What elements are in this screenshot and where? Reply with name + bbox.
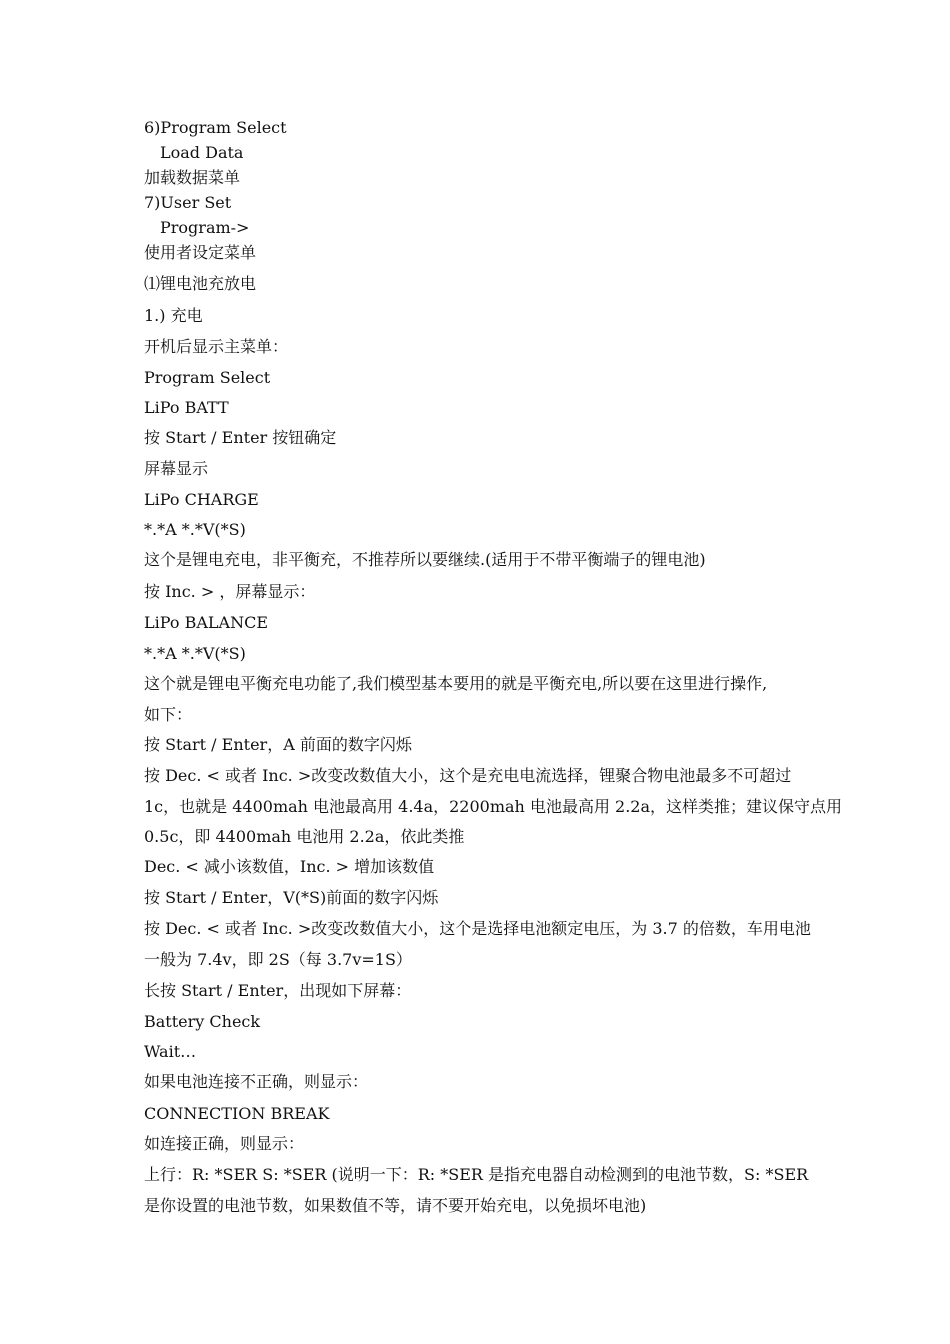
text-line: 是你设置的电池节数，如果数值不等，请不要开始充电，以免损坏电池) xyxy=(144,1196,647,1215)
text-line: 长按 Start / Enter，出现如下屏幕： xyxy=(144,981,412,1000)
text-line: 使用者设定菜单 xyxy=(144,243,257,262)
screen-text: LiPo BALANCE xyxy=(144,613,268,632)
text-line: 按 Start / Enter，V(*S)前面的数字闪烁 xyxy=(144,888,439,907)
text-line: 上行：R: *SER S: *SER (说明一下：R: *SER 是指充电器自动检测到的电池节数，S: *SER xyxy=(144,1165,809,1184)
screen-text: LiPo CHARGE xyxy=(144,490,259,509)
text-line: 按 Start / Enter 按钮确定 xyxy=(144,428,337,447)
text-line: 如连接正确，则显示： xyxy=(144,1134,305,1153)
text-line: 如果电池连接不正确，则显示： xyxy=(144,1072,369,1091)
text-line: 按 Inc. > ，屏幕显示： xyxy=(144,582,316,601)
screen-text: *.*A *.*V(*S) xyxy=(144,644,246,663)
text-line: 1c，也就是 4400mah 电池最高用 4.4a，2200mah 电池最高用 2.2a，这样类推；建议保守点用 xyxy=(144,797,843,816)
screen-text: Battery Check xyxy=(144,1012,261,1031)
text-line: 按 Dec. < 或者 Inc. >改变改数值大小，这个是充电电流选择，锂聚合物电池最多不可超过 xyxy=(144,766,792,785)
subsection-heading: 1.) 充电 xyxy=(144,306,203,325)
text-line: Load Data xyxy=(160,143,244,162)
text-line: 按 Start / Enter，A 前面的数字闪烁 xyxy=(144,735,412,754)
text-line: Dec. < 减小该数值，Inc. > 增加该数值 xyxy=(144,857,435,876)
screen-text: CONNECTION BREAK xyxy=(144,1104,330,1123)
text-line: 屏幕显示 xyxy=(144,459,209,478)
screen-text: Wait… xyxy=(144,1042,197,1061)
text-line: 加载数据菜单 xyxy=(144,168,241,187)
text-line: 这个就是锂电平衡充电功能了,我们模型基本要用的就是平衡充电,所以要在这里进行操作, xyxy=(144,674,768,693)
text-line: 开机后显示主菜单： xyxy=(144,337,289,356)
text-line: 6)Program Select xyxy=(144,118,287,137)
text-line: 一般为 7.4v，即 2S（每 3.7v=1S） xyxy=(144,950,412,969)
text-line: Program-> xyxy=(160,218,250,237)
text-line: 如下： xyxy=(144,705,193,724)
screen-text: *.*A *.*V(*S) xyxy=(144,520,246,539)
screen-text: Program Select xyxy=(144,368,271,387)
screen-text: LiPo BATT xyxy=(144,398,229,417)
text-line: 0.5c，即 4400mah 电池用 2.2a，依此类推 xyxy=(144,827,465,846)
section-heading: ⑴锂电池充放电 xyxy=(144,274,257,293)
text-line: 7)User Set xyxy=(144,193,232,212)
text-line: 这个是锂电充电，非平衡充，不推荐所以要继续.(适用于不带平衡端子的锂电池) xyxy=(144,550,706,569)
text-line: 按 Dec. < 或者 Inc. >改变改数值大小，这个是选择电池额定电压，为 3.7 的倍数，车用电池 xyxy=(144,919,811,938)
